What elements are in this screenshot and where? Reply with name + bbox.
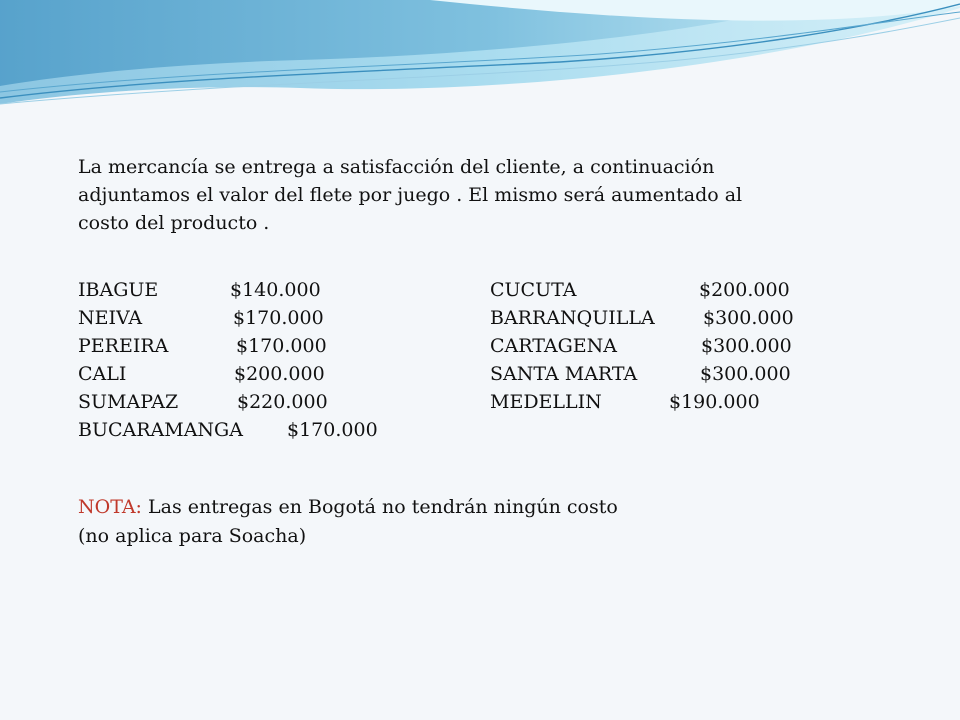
delivery-note — [78, 493, 778, 551]
note-text: Las entregas en Bogotá no tendrán ningún costo — [141, 496, 618, 518]
rate-city: BUCARAMANGA — [78, 419, 243, 441]
rate-price: $170.000 — [287, 419, 378, 441]
rate-city: MEDELLIN — [490, 391, 602, 413]
note-label: NOTA: — [78, 496, 142, 518]
rate-city: SUMAPAZ — [78, 391, 179, 413]
header-wave-decoration — [0, 0, 960, 120]
rate-city: CARTAGENA — [490, 335, 617, 357]
rate-price: $170.000 — [236, 335, 327, 357]
rate-price: $140.000 — [230, 279, 321, 301]
rate-city: IBAGUE — [78, 279, 159, 301]
rate-price: $300.000 — [701, 335, 792, 357]
rate-price: $300.000 — [703, 307, 794, 329]
note-line-2: (no aplica para Soacha) — [78, 525, 307, 547]
rate-city: CALI — [78, 363, 127, 385]
rate-price: $190.000 — [669, 391, 760, 413]
rate-price: $200.000 — [699, 279, 790, 301]
rate-city: SANTA MARTA — [490, 363, 638, 385]
rate-price: $220.000 — [237, 391, 328, 413]
rate-city: PEREIRA — [78, 335, 169, 357]
rate-price: $200.000 — [234, 363, 325, 385]
intro-paragraph: La mercancía se entrega a satisfacción del cliente, a continuación adjuntamos el valor del flete por juego . El mismo será aumentado al costo del producto . — [78, 156, 743, 234]
rate-city: CUCUTA — [490, 279, 577, 301]
rate-city: NEIVA — [78, 307, 143, 329]
rate-price: $300.000 — [700, 363, 791, 385]
rate-price: $170.000 — [233, 307, 324, 329]
rate-city: BARRANQUILLA — [490, 307, 655, 329]
